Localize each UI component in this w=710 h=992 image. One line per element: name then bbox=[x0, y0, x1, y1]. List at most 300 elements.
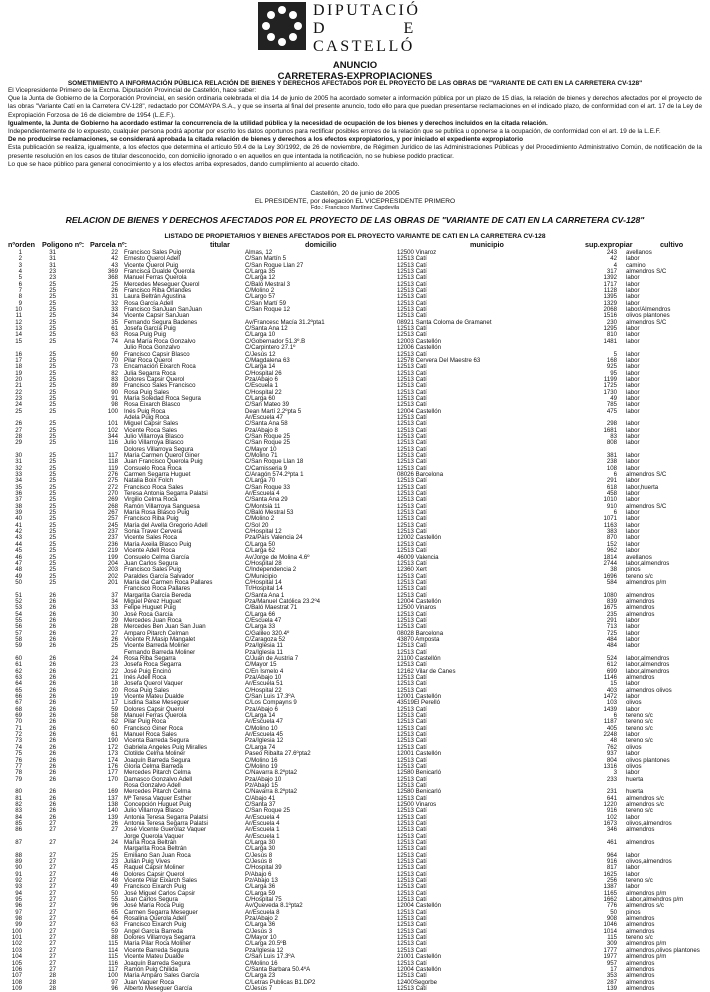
cell-domicilio: C/San Roque 12 bbox=[245, 306, 291, 314]
cell-poligono: 26 bbox=[49, 629, 56, 637]
cell-orden: 65 bbox=[15, 686, 22, 694]
cell-cultivo: almendros s/c bbox=[626, 794, 664, 802]
cell-poligono: 26 bbox=[49, 788, 56, 796]
cell-poligono: 25 bbox=[49, 559, 56, 567]
cell-municipio: 12513 Catí bbox=[397, 889, 427, 897]
cell-parcela: 169 bbox=[107, 788, 118, 796]
cell-orden: 58 bbox=[15, 635, 22, 643]
cell-cultivo: labor bbox=[626, 731, 640, 739]
cell-orden: 12 bbox=[15, 318, 22, 326]
cell-cultivo: labor bbox=[626, 496, 640, 504]
cell-orden: 47 bbox=[15, 559, 22, 567]
cell-parcela: 199 bbox=[107, 553, 118, 561]
cell-parcela: 29 bbox=[111, 616, 118, 624]
cell-cultivo: almendros olivos bbox=[626, 686, 672, 694]
cell-superficie: 1777 bbox=[603, 946, 617, 954]
cell-municipio: 12513 Catí bbox=[397, 464, 427, 472]
cell-orden: 39 bbox=[15, 509, 22, 517]
cell-orden: 80 bbox=[15, 788, 22, 796]
cell-orden: 2 bbox=[18, 255, 22, 263]
cell-cultivo: labor bbox=[626, 521, 640, 529]
cell-superficie: 484 bbox=[606, 635, 617, 643]
cell-municipio: 12513 Catí bbox=[397, 915, 427, 923]
cell-titular: Francisco Sales Puig bbox=[124, 566, 182, 574]
cell-poligono: 25 bbox=[49, 293, 56, 301]
cell-poligono: 25 bbox=[49, 528, 56, 536]
cell-poligono: 26 bbox=[49, 731, 56, 739]
cell-superficie: 910 bbox=[606, 502, 617, 510]
cell-orden: 92 bbox=[15, 877, 22, 885]
cell-superficie: 908 bbox=[606, 915, 617, 923]
cell-cultivo: labor bbox=[626, 750, 640, 758]
cell-orden: 82 bbox=[15, 800, 22, 808]
cell-domicilio: Pz/Abajo 15 bbox=[245, 781, 278, 789]
cell-cultivo: almendros bbox=[626, 826, 655, 834]
cell-cultivo: labor bbox=[626, 616, 640, 624]
cell-domicilio: Ar/Escuela 1 bbox=[245, 826, 280, 834]
cell-domicilio: C/Larga 35 bbox=[245, 268, 276, 276]
cell-orden: 22 bbox=[15, 388, 22, 396]
cell-parcela: 116 bbox=[108, 439, 118, 447]
cell-titular: Francisco Eixarch Puig bbox=[124, 883, 187, 891]
cell-titular: Rosa Puig Sales bbox=[124, 686, 170, 694]
cell-cultivo: almendros S/C bbox=[626, 502, 667, 510]
cell-poligono: 25 bbox=[49, 521, 56, 529]
cell-domicilio: C/Mayor 10 bbox=[245, 445, 277, 453]
cell-parcela: 138 bbox=[107, 800, 118, 808]
cell-orden: 106 bbox=[11, 965, 22, 973]
cell-cultivo: labor bbox=[626, 363, 640, 371]
cell-orden: 83 bbox=[15, 807, 22, 815]
cell-municipio: 12513 Catí bbox=[397, 426, 427, 434]
cell-titular: Carmen Segarra Meseguer bbox=[124, 908, 198, 916]
cell-parcela: 203 bbox=[107, 566, 118, 574]
cell-orden: 56 bbox=[15, 623, 22, 631]
cell-cultivo: labor bbox=[626, 851, 640, 859]
cell-poligono: 25 bbox=[49, 325, 56, 333]
cell-parcela: 61 bbox=[111, 731, 118, 739]
cell-superficie: 5 bbox=[613, 350, 617, 358]
cell-parcela: 268 bbox=[107, 502, 118, 510]
cell-orden: 35 bbox=[15, 483, 22, 491]
cell-orden: 79 bbox=[15, 775, 22, 783]
cell-cultivo: labor bbox=[626, 350, 640, 358]
cell-orden: 10 bbox=[15, 306, 22, 314]
cell-parcela: 25 bbox=[111, 851, 118, 859]
cell-cultivo: labor bbox=[626, 401, 640, 409]
cell-superficie: 817 bbox=[606, 864, 617, 872]
cell-cultivo: almendros bbox=[626, 959, 655, 967]
cell-municipio: 12513 Catí bbox=[397, 934, 427, 942]
cell-orden: 63 bbox=[15, 674, 22, 682]
cell-domicilio: C/Larga 74 bbox=[245, 743, 276, 751]
cell-orden: 30 bbox=[15, 452, 22, 459]
cell-cultivo: labor bbox=[626, 293, 640, 301]
cell-domicilio: C/Molino 16 bbox=[245, 756, 278, 764]
diputacion-logo-icon bbox=[258, 2, 306, 50]
cell-cultivo: labor bbox=[626, 458, 640, 466]
cell-municipio: 12006 Castellón bbox=[397, 344, 442, 352]
cell-municipio: 12513 Catí bbox=[397, 325, 427, 333]
cell-municipio: 12513 Catí bbox=[397, 394, 427, 402]
cell-superficie: 1163 bbox=[603, 521, 617, 529]
cell-municipio: 12513 Catí bbox=[397, 984, 427, 992]
cell-municipio: 12003 Castellón bbox=[397, 337, 442, 345]
cell-titular: Mercedes Pitarch Celma bbox=[124, 788, 191, 796]
cell-superficie: 83 bbox=[610, 432, 617, 440]
cell-domicilio: Ar/Escuela 4 bbox=[245, 819, 280, 827]
cell-poligono: 25 bbox=[49, 407, 56, 415]
cell-titular: Ernesto Querol Adell bbox=[124, 255, 180, 263]
cell-cultivo: labor bbox=[626, 490, 640, 498]
cell-cultivo: labor bbox=[626, 299, 640, 307]
cell-poligono: 26 bbox=[49, 807, 56, 815]
cell-parcela: 118 bbox=[108, 458, 118, 466]
cell-parcela: 28 bbox=[111, 623, 118, 631]
cell-municipio: 12513 Catí bbox=[397, 896, 427, 904]
cell-municipio: 12513 Catí bbox=[397, 496, 427, 504]
cell-orden: 54 bbox=[15, 610, 22, 618]
cell-titular: Felipe Huguet Puig bbox=[124, 604, 176, 612]
cell-titular: Mª Teresa Vaquer Esther bbox=[124, 794, 192, 802]
cell-poligono: 26 bbox=[49, 635, 56, 643]
cell-titular: Angel García Barreda bbox=[124, 927, 183, 935]
cell-titular: Consuelo Roca Roca bbox=[124, 464, 182, 472]
cell-domicilio: C/Montsià 11 bbox=[245, 502, 281, 510]
cell-parcela: 22 bbox=[111, 667, 118, 675]
cell-superficie: 1080 bbox=[603, 591, 617, 599]
cell-cultivo: almendros bbox=[626, 978, 655, 986]
cell-titular: Amparo Pitarch Celman bbox=[124, 629, 189, 637]
cell-parcela: 27 bbox=[111, 826, 118, 834]
cell-municipio: 12513 Catí bbox=[397, 674, 427, 682]
cell-superficie: 1725 bbox=[603, 382, 617, 390]
cell-titular: José María Roca Puig bbox=[124, 902, 184, 910]
cell-superficie: 870 bbox=[606, 534, 617, 542]
cell-superficie: 2068 bbox=[603, 306, 617, 314]
cell-titular: María del Avella Gregorio Adell bbox=[124, 521, 208, 529]
cell-municipio: 12500 Vinaros bbox=[397, 800, 437, 808]
cell-municipio: 12513 Catí bbox=[397, 845, 427, 853]
cell-domicilio: C/Hospital 22 bbox=[245, 388, 282, 396]
cell-cultivo: avellanos bbox=[626, 553, 652, 561]
cell-cultivo: almendros,olivos plantones bbox=[626, 946, 700, 954]
cell-domicilio: Av/Francesc Macía 31.2ºpta1 bbox=[245, 318, 325, 326]
cell-municipio: 12513 Catí bbox=[397, 819, 427, 827]
cell-titular: Vicente Sales Roca bbox=[124, 534, 178, 542]
cell-cultivo: almendros bbox=[626, 674, 655, 682]
cell-cultivo: almendros bbox=[626, 610, 655, 618]
cell-municipio: 12513 Catí bbox=[397, 762, 427, 770]
cell-cultivo: labor bbox=[626, 509, 640, 517]
cell-cultivo: labor bbox=[626, 382, 640, 390]
cell-domicilio: C/Jesús 8 bbox=[245, 858, 273, 865]
cell-cultivo: almendros bbox=[626, 921, 655, 929]
cell-superficie: 1010 bbox=[603, 496, 617, 504]
cell-municipio: 12513 Catí bbox=[397, 458, 427, 466]
cell-superficie: 962 bbox=[606, 547, 617, 555]
cell-municipio: 12513 Catí bbox=[397, 921, 427, 929]
cell-domicilio: C/Largo 57 bbox=[245, 293, 276, 301]
cell-cultivo: labor bbox=[626, 407, 640, 415]
cell-municipio: 12513 Catí bbox=[397, 261, 427, 269]
cell-orden: 99 bbox=[15, 921, 22, 929]
cell-poligono: 27 bbox=[49, 864, 56, 872]
cell-municipio: 12513 Catí bbox=[397, 369, 427, 377]
cell-superficie: 1439 bbox=[603, 705, 617, 713]
cell-municipio: 21100 Castellón bbox=[397, 655, 441, 662]
cell-municipio: 12513 Catí bbox=[397, 445, 427, 453]
cell-poligono: 27 bbox=[49, 896, 56, 904]
cell-superficie: 699 bbox=[606, 667, 617, 675]
cell-municipio: 12513 Catí bbox=[397, 528, 427, 536]
cell-orden: 7 bbox=[18, 287, 22, 295]
cell-cultivo: pinos bbox=[626, 566, 641, 574]
cell-municipio: 08921 Santa Coloma de Gramanet bbox=[397, 318, 492, 326]
cell-orden: 49 bbox=[15, 572, 22, 580]
cell-superficie: 1681 bbox=[603, 426, 617, 434]
cell-orden: 98 bbox=[15, 915, 22, 923]
cell-cultivo: labor bbox=[626, 705, 640, 713]
cell-cultivo: huerta bbox=[626, 788, 644, 796]
cell-poligono: 25 bbox=[49, 458, 56, 466]
cell-domicilio: C/Santa Ana 12 bbox=[245, 325, 288, 333]
cell-orden: 4 bbox=[18, 268, 22, 276]
cell-domicilio: C/San Luis 17.3ºA bbox=[245, 953, 295, 961]
masthead bbox=[313, 2, 453, 56]
intro-paragraph: Esta publicación se realiza, igualmente, a los efectos que determina el artículo 59.4 de la Ley 30/1992, de 26 de noviembre, de Régimen Jurídico de las Administraciones Públicas y del Procedimiento Administrativo Común, de notificación de la presente resolución en los casos de titular desconocido, con domicilio ignorado o en aquellos en que intentada la notificación, no se hubiese podido practicar. bbox=[8, 144, 702, 160]
cell-poligono: 26 bbox=[49, 674, 56, 682]
cell-parcela: 83 bbox=[111, 375, 118, 383]
cell-cultivo: almendros S/C bbox=[626, 268, 667, 276]
cell-cultivo: tereno s/c bbox=[626, 737, 653, 745]
cell-cultivo: olivos plantones bbox=[626, 756, 670, 764]
cell-parcela: 30 bbox=[111, 610, 118, 618]
cell-orden: 76 bbox=[15, 756, 22, 764]
cell-superficie: 256 bbox=[606, 877, 617, 885]
cell-municipio: 12500 Vinaros bbox=[397, 604, 437, 612]
cell-cultivo: labor bbox=[626, 331, 640, 339]
cell-poligono: 27 bbox=[49, 877, 56, 885]
cell-cultivo: labor bbox=[626, 432, 640, 440]
cell-municipio: 12513 Catí bbox=[397, 870, 427, 878]
cell-orden: 5 bbox=[18, 274, 22, 282]
cell-titular: Pilar Roca Querol bbox=[124, 356, 173, 364]
cell-poligono: 26 bbox=[49, 769, 56, 777]
cell-superficie: 115 bbox=[607, 934, 617, 942]
cell-poligono: 26 bbox=[49, 597, 56, 605]
cell-superficie: 916 bbox=[606, 858, 617, 865]
cell-municipio: 12513 Catí bbox=[397, 547, 427, 555]
cell-poligono: 31 bbox=[49, 249, 56, 256]
cell-superficie: 291 bbox=[606, 477, 617, 485]
cell-orden: 53 bbox=[15, 604, 22, 612]
cell-cultivo: labor bbox=[626, 540, 640, 548]
cell-domicilio: Pza/País Valencia 24 bbox=[245, 534, 303, 542]
cell-parcela: 48 bbox=[111, 877, 118, 885]
cell-domicilio: C/Mayor 10 bbox=[245, 934, 277, 942]
cell-superficie: 1387 bbox=[603, 883, 617, 891]
cell-orden: 57 bbox=[15, 629, 22, 637]
cell-domicilio: Pza/Iglesia 11 bbox=[245, 648, 283, 656]
cell-parcela: 116 bbox=[108, 959, 118, 967]
cell-poligono: 25 bbox=[49, 540, 56, 548]
cell-cultivo: olivos plantones bbox=[626, 312, 670, 320]
cell-parcela: 368 bbox=[107, 274, 118, 282]
cell-municipio: 12513 Catí bbox=[397, 331, 427, 339]
cell-titular: Julio Villarroya Blasco bbox=[124, 432, 184, 440]
cell-domicilio: C/San Mateo 39 bbox=[245, 401, 290, 409]
cell-titular: Adela Puig Roca bbox=[124, 413, 170, 421]
cell-municipio: 12513 Catí bbox=[397, 940, 427, 948]
cell-domicilio: C/Municipio bbox=[245, 572, 277, 580]
cell-poligono: 25 bbox=[49, 420, 56, 428]
cell-parcela: 96 bbox=[111, 902, 118, 910]
cell-cultivo: labor bbox=[626, 769, 640, 777]
cell-superficie: 235 bbox=[606, 610, 617, 618]
header-orden: nºorden bbox=[8, 240, 35, 249]
cell-titular: Laura Beltrán Agustina bbox=[124, 293, 186, 301]
cell-superficie: 298 bbox=[606, 420, 617, 428]
cell-cultivo: labor bbox=[626, 369, 640, 377]
cell-cultivo: olivos bbox=[626, 762, 642, 770]
cell-poligono: 25 bbox=[49, 394, 56, 402]
cell-cultivo: labor,almendros bbox=[626, 661, 670, 669]
cell-domicilio: C/Larga 70 bbox=[245, 477, 276, 485]
cell-orden: 27 bbox=[15, 426, 22, 434]
cell-domicilio: P/Abajo 6 bbox=[245, 870, 272, 878]
cell-cultivo: almendros bbox=[626, 915, 655, 923]
cell-titular: Vicente Querol Puig bbox=[124, 261, 179, 269]
cell-municipio: 12513 Catí bbox=[397, 616, 427, 624]
cell-municipio: 12513 Catí bbox=[397, 420, 427, 428]
cell-domicilio: C/Molino 19 bbox=[245, 762, 278, 770]
cell-titular: Ramón Puig Chilida bbox=[124, 965, 178, 973]
cell-orden: 81 bbox=[15, 794, 22, 802]
cell-superficie: 95 bbox=[610, 369, 617, 377]
cell-domicilio: C/Hospital 12 bbox=[245, 528, 282, 536]
cell-orden: 73 bbox=[15, 737, 22, 745]
cell-poligono: 27 bbox=[49, 819, 56, 827]
cell-superficie: 231 bbox=[606, 788, 617, 796]
cell-orden: 96 bbox=[15, 902, 22, 910]
cell-orden: 109 bbox=[11, 984, 22, 992]
header-titular: titular bbox=[210, 240, 230, 249]
cell-poligono: 26 bbox=[49, 737, 56, 745]
cell-parcela: 190 bbox=[107, 737, 118, 745]
cell-municipio: 12513 Catí bbox=[397, 312, 427, 320]
cell-cultivo: labor bbox=[626, 642, 640, 650]
cell-orden: 69 bbox=[15, 712, 22, 720]
cell-parcela: 102 bbox=[107, 426, 118, 434]
cell-titular: Vicente Adell Roca bbox=[124, 547, 176, 555]
cell-orden: 11 bbox=[15, 312, 22, 320]
cell-orden: 93 bbox=[15, 883, 22, 891]
cell-parcela: 73 bbox=[111, 363, 118, 371]
cell-titular: Francisco Roca Pallares bbox=[124, 585, 191, 593]
cell-titular: Francisca Dualde Querola bbox=[124, 268, 195, 276]
cell-cultivo: tereno s/c bbox=[626, 807, 653, 815]
cell-titular: Joaquín Barreda Segura bbox=[124, 959, 191, 967]
cell-municipio: 12513 Catí bbox=[397, 540, 427, 548]
cell-titular: María Axeila Blasco Puig bbox=[124, 540, 192, 548]
cell-cultivo: labor bbox=[626, 883, 640, 891]
cell-superficie: 475 bbox=[606, 407, 617, 415]
cell-parcela: 170 bbox=[107, 775, 118, 783]
cell-orden: 67 bbox=[15, 699, 22, 707]
cell-domicilio: C/Los Compayns 9 bbox=[245, 699, 297, 707]
cell-cultivo: tereno s/c bbox=[626, 877, 653, 885]
cell-titular: Ana María Roca Gonzalvo bbox=[124, 337, 196, 345]
cell-titular: Miguel Pérez Huguet bbox=[124, 597, 181, 605]
cell-orden: 43 bbox=[15, 534, 22, 542]
cell-parcela: 37 bbox=[111, 591, 118, 599]
cell-municipio: 12513 Catí bbox=[397, 515, 427, 523]
intro-paragraph: El Vicepresidente Primero de la Excma. Diputación Provincial de Castellón, hace saber: bbox=[8, 87, 257, 94]
cell-orden: 70 bbox=[15, 718, 22, 726]
cell-titular: Francisco Eixarch Puig bbox=[124, 921, 187, 929]
cell-cultivo: labor bbox=[626, 680, 640, 688]
cell-poligono: 26 bbox=[49, 610, 56, 618]
cell-parcela: 201 bbox=[107, 578, 118, 586]
cell-orden: 85 bbox=[15, 819, 22, 827]
cell-superficie: 762 bbox=[606, 743, 617, 751]
cell-cultivo: labor bbox=[626, 388, 640, 396]
cell-orden: 95 bbox=[15, 896, 22, 904]
cell-cultivo: labor bbox=[626, 477, 640, 485]
cell-orden: 51 bbox=[15, 591, 22, 599]
cell-cultivo: olivos bbox=[626, 743, 642, 751]
cell-municipio: 12513 Catí bbox=[397, 775, 427, 783]
cell-municipio: 12513 Catí bbox=[397, 642, 427, 650]
cell-domicilio: C/Sol 20 bbox=[245, 521, 269, 529]
cell-domicilio: C/Gobernador 51.3º.B bbox=[245, 337, 306, 345]
cell-parcela: 236 bbox=[107, 540, 118, 548]
cell-superficie: 1481 bbox=[603, 337, 617, 345]
cell-poligono: 26 bbox=[49, 655, 56, 662]
cell-parcela: 32 bbox=[111, 299, 118, 307]
cell-orden: 6 bbox=[18, 280, 22, 288]
cell-orden: 33 bbox=[15, 471, 22, 479]
cell-domicilio: C/Mayor 15 bbox=[245, 661, 277, 669]
cell-orden: 75 bbox=[15, 750, 22, 758]
cell-municipio: 12513 Catí bbox=[397, 807, 427, 815]
cell-superficie: 524 bbox=[606, 655, 617, 662]
cell-municipio: 12513 Catí bbox=[397, 858, 427, 865]
cell-domicilio: C/Larga 62 bbox=[245, 547, 276, 555]
cell-orden: 14 bbox=[15, 331, 22, 339]
cell-domicilio: Pza/Abajo 6 bbox=[245, 705, 278, 713]
cell-orden: 20 bbox=[15, 375, 22, 383]
cell-orden: 9 bbox=[18, 299, 22, 307]
cell-orden: 32 bbox=[15, 464, 22, 472]
cell-municipio: 12513 Catí bbox=[397, 559, 427, 567]
cell-poligono: 25 bbox=[49, 572, 56, 580]
cell-domicilio: C/Larga 33 bbox=[245, 623, 276, 631]
cell-titular: Francisco SanJuan SanJuan bbox=[124, 306, 202, 314]
cell-poligono: 25 bbox=[49, 566, 56, 574]
cell-poligono: 25 bbox=[49, 375, 56, 383]
cell-parcela: 34 bbox=[111, 312, 118, 320]
cell-cultivo: almendros p/m bbox=[626, 578, 667, 586]
cell-parcela: 139 bbox=[107, 813, 118, 821]
cell-domicilio: C/Jesús 12 bbox=[245, 350, 276, 358]
cell-cultivo: almendros p/m bbox=[626, 889, 667, 897]
cell-titular: Gabriela Angeles Puig Miralles bbox=[124, 743, 207, 751]
cell-superficie: 1662 bbox=[603, 896, 617, 904]
cell-parcela: 35 bbox=[111, 318, 118, 326]
cell-municipio: 46009 Valencia bbox=[397, 553, 439, 561]
